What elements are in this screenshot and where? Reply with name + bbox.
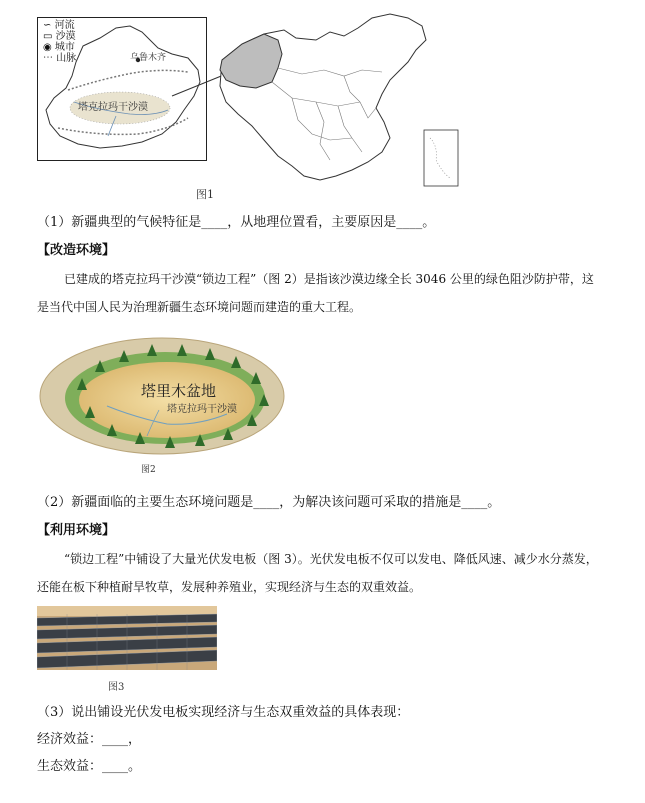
economic-benefit-line: 经济效益：____，	[37, 732, 142, 747]
section-heading-utilize: 【利用环境】	[37, 523, 116, 538]
figure-3-caption: 图3	[108, 682, 125, 693]
question-3: （3）说出铺设光伏发电板实现经济与生态双重效益的具体表现：	[37, 705, 410, 720]
legend-item-river: ∽ 河流	[43, 20, 75, 31]
desert-icon: ▭	[43, 31, 53, 42]
question-1: （1）新疆典型的气候特征是____，从地理位置看，主要原因是____。	[37, 215, 436, 230]
legend-item-mountain: ⋯ 山脉	[43, 53, 77, 64]
city-label: 乌鲁木齐	[130, 53, 167, 63]
figure-3-solar-panels-photo	[37, 606, 217, 670]
paragraph-1-line-2: 是当代中国人民为治理新疆生态环境问题而建造的重大工程。	[37, 300, 362, 314]
section-heading-transform: 【改造环境】	[37, 243, 116, 258]
legend-item-desert: ▭ 沙漠	[43, 31, 76, 42]
figure-2-caption: 图2	[141, 465, 156, 475]
legend-item-city: ◉ 城市	[43, 42, 75, 53]
china-map	[212, 10, 467, 190]
paragraph-2-line-2: 还能在板下种植耐旱牧草，发展种养殖业，实现经济与生态的双重效益。	[37, 580, 422, 594]
river-icon: ∽	[43, 20, 52, 31]
paragraph-1-line-1: 已建成的塔克拉玛干沙漠“锁边工程”（图 2）是指该沙漠边缘全长 3046 公里的绿色阻沙防护带，这	[64, 272, 594, 286]
figure-2	[37, 326, 287, 474]
map-legend	[43, 20, 76, 64]
figure-1-caption: 图1	[196, 188, 214, 201]
paragraph-2-line-1: “锁边工程”中铺设了大量光伏发电板（图 3）。光伏发电板不仅可以发电、降低风速、减少水分蒸发，	[64, 552, 598, 566]
question-2: （2）新疆面临的主要生态环境问题是____，为解决该问题可采取的措施是____。	[37, 495, 501, 510]
mountain-icon: ⋯	[43, 53, 53, 64]
desert-label: 塔克拉玛干沙漠	[78, 102, 148, 113]
basin-label: 塔里木盆地	[141, 382, 217, 400]
city-icon: ◉	[43, 42, 52, 53]
desert-label-fig2: 塔克拉玛干沙漠	[167, 404, 237, 415]
ecological-benefit-line: 生态效益：____。	[37, 759, 142, 774]
solar-panels-illustration	[37, 606, 217, 670]
